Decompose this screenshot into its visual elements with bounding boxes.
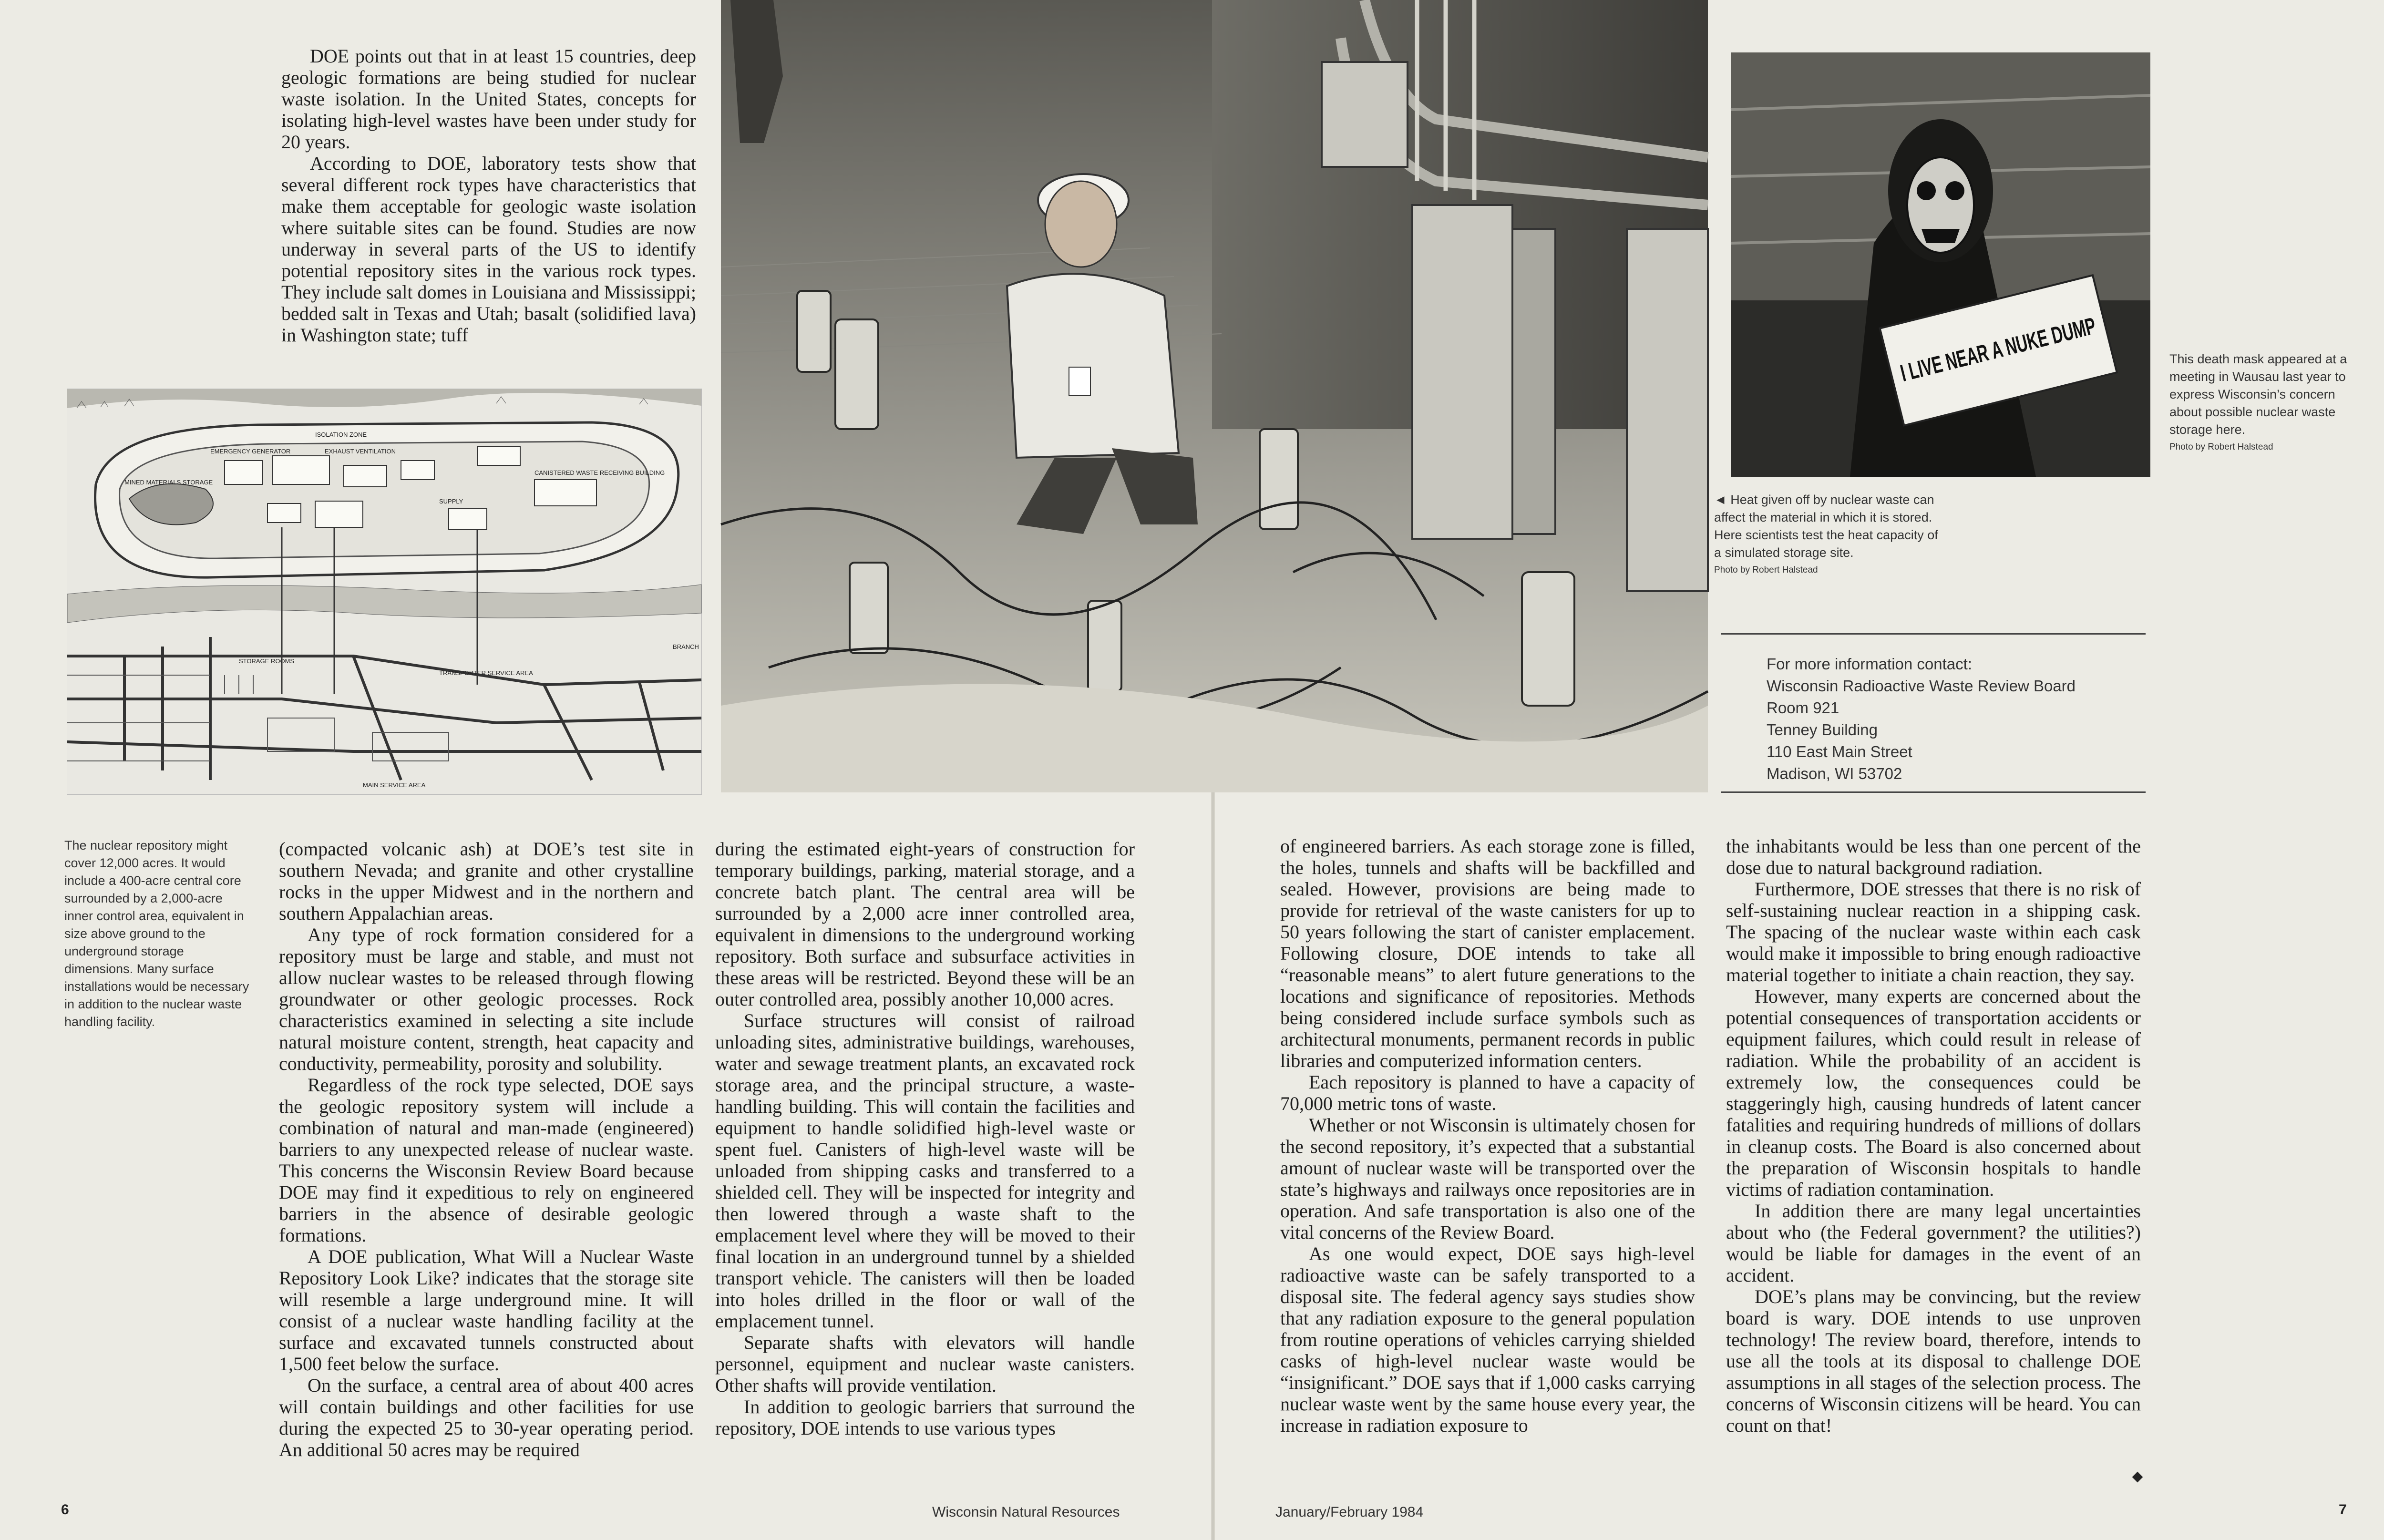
mask-caption-text: This death mask appeared at a meeting in Wausau last year to express Wisconsin’s concern about possible nuclear waste storage here. xyxy=(2169,352,2347,437)
paragraph: A DOE publication, What Will a Nuclear Waste Repository Look Like? indicates that the storage site will resemble a large underground mine. It will consist of a nuclear waste handling facility at the surface and excavated tunnels constructed about 1,500 feet below the surface. xyxy=(279,1246,694,1375)
death-mask-photo xyxy=(1731,52,2209,477)
footer-magazine-title: Wisconsin Natural Resources xyxy=(932,1504,1120,1520)
diagram-label: CANISTERED WASTE RECEIVING BUILDING xyxy=(534,469,665,476)
paragraph: However, many experts are concerned about the potential consequences of transportation accidents or equipment failures, which could result in release of radiation. While the probability of an accident is extremely low, the consequences could be staggeringly high, causing hundreds of latent cancer fatalities and requiring hundreds of millions of dollars in cleanup costs. The Board is also concerned about the preparation of Wisconsin hospitals to handle victims of radiation contamination. xyxy=(1726,986,2141,1200)
death-mask-scene xyxy=(1731,52,2209,477)
mask-caption xyxy=(2169,350,2360,454)
diagram-label: STORAGE ROOMS xyxy=(239,657,295,665)
heat-photo-credit: Photo by Robert Halstead xyxy=(1714,565,1818,575)
paragraph: Each repository is planned to have a capacity of 70,000 metric tons of waste. xyxy=(1280,1071,1695,1114)
footer-issue-date: January/February 1984 xyxy=(1275,1504,1424,1520)
diagram-label: EMERGENCY GENERATOR xyxy=(210,448,291,455)
paragraph: Regardless of the rock type selected, DOE says the geologic repository system will include a combination of natural and man-made (engineered) barriers to any unexpected release of nuclear waste. This concerns the Wisconsin Review Board because DOE may find it expeditious to rely on engineered barriers in the absence of desirable geologic formations. xyxy=(279,1074,694,1246)
sign-text: I LIVE NEAR A NUKE DUMP xyxy=(1898,285,2209,387)
paragraph: of engineered barriers. As each storage zone is filled, the holes, tunnels and shafts will be backfilled and sealed. However, provisions are being made to provide for retrieval of the waste canisters for up to 50 years following the start of canister emplacement. Following closure, DOE intends to take all “reasonable means” to alert future generations to the locations and significance of repositories. Methods being considered include surface symbols such as architectural monuments, permanent records in public libraries and computerized information centers. xyxy=(1280,835,1695,1071)
contact-line: 110 East Main Street xyxy=(1767,743,1912,760)
page-number-right: 7 xyxy=(2339,1502,2347,1518)
left-top-text-column xyxy=(281,45,696,346)
diagram-label: BRANCH xyxy=(673,643,699,650)
lab-test-photo xyxy=(721,0,1708,792)
paragraph: Surface structures will consist of railroad unloading sites, administrative buildings, warehouses, water and sewage treatment plants, an excavated rock storage area, and the principal structure, a waste-handling building. This will contain the facilities and equipment to handle solidified high-level waste or spent fuel. Canisters of high-level waste will be unloaded from shipping casks and transferred to a shielded cell. They will be inspected for integrity and then lowered through a waste shaft to the emplacement level where they will be moved to their final location in an underground tunnel by a shielded transport vehicle. The canisters will then be loaded into holes drilled in the floor or wall of the emplacement tunnel. xyxy=(715,1010,1135,1332)
contact-line: For more information contact: xyxy=(1767,655,1972,673)
diagram-caption: The nuclear repository might cover 12,000 acres. It would include a 400-acre central core surrounded by a 2,000-acre inner control area, equivalent in size above ground to the underground storage dimensions. Many surface installations would be necessary in addition to the nuclear waste handling facility. xyxy=(64,838,249,1029)
diagram-label: EXHAUST VENTILATION xyxy=(325,448,396,455)
paragraph: Furthermore, DOE stresses that there is no risk of self-sustaining nuclear reaction in a shipping cask. The spacing of the nuclear waste within each cask would make it impossible to bring enough radioactive material together to initiate a chain reaction, they say. xyxy=(1726,878,2141,986)
diagram-label: ISOLATION ZONE xyxy=(315,431,367,438)
paragraph: DOE’s plans may be convincing, but the review board is wary. DOE intends to use unproven technology! The review board, therefore, intends to use all the tools at its disposal to challenge DOE assumptions in all stages of the selection process. The concerns of Wisconsin citizens will be heard. You can count on that! xyxy=(1726,1286,2141,1436)
contact-line: Room 921 xyxy=(1767,699,1839,717)
paragraph: (compacted volcanic ash) at DOE’s test site in southern Nevada; and granite and other crystalline rocks in the upper Midwest and in the northern and southern Appalachian areas. xyxy=(279,838,694,924)
contact-info xyxy=(1767,653,2138,785)
paragraph: DOE points out that in at least 15 countries, deep geologic formations are being studied for nuclear waste isolation. In the United States, concepts for isolating high-level wastes have been under study for 20 years. xyxy=(281,45,696,153)
paragraph: According to DOE, laboratory tests show that several different rock types have characteristics that make them acceptable for geologic waste isolation where suitable sites can be found. Studies are now underway in several parts of the US to identify potential repository sites in the various rock types. They include salt domes in Louisiana and Mississippi; bedded salt in Texas and Utah; basalt (solidified lava) in Washington state; tuff xyxy=(281,153,696,346)
right-text-column-1 xyxy=(1280,835,1695,1436)
heat-caption xyxy=(1714,491,1943,577)
paragraph: On the surface, a central area of about 400 acres will contain buildings and other facilities for use during the expected 25 to 30-year operating period. An additional 50 acres may be required xyxy=(279,1375,694,1460)
paragraph: In addition to geologic barriers that surround the repository, DOE intends to use various types xyxy=(715,1396,1135,1439)
repository-diagram-drawing xyxy=(67,389,701,794)
page-number-left: 6 xyxy=(61,1502,69,1518)
contact-line: Tenney Building xyxy=(1767,721,1878,739)
mask-photo-credit: Photo by Robert Halstead xyxy=(2169,442,2273,452)
diagram-label: SUPPLY xyxy=(439,498,463,505)
contact-rule-bottom xyxy=(1721,791,2146,793)
contact-line: Wisconsin Radioactive Waste Review Board xyxy=(1767,677,2076,695)
heat-caption-text: ◄ Heat given off by nuclear waste can affect the material in which it is stored. Here scientists test the heat capacity of a simulated storage site. xyxy=(1714,493,1938,560)
paragraph: Any type of rock formation considered for a repository must be large and stable, and must not allow nuclear wastes to be released through flowing groundwater or other geologic processes. Rock characteristics examined in selecting a site include natural moisture content, strength, heat capacity and conductivity, permeability, porosity and solubility. xyxy=(279,924,694,1074)
contact-rule-top xyxy=(1721,633,2146,635)
paragraph: As one would expect, DOE says high-level radioactive waste can be safely transported to a disposal site. The federal agency says studies show that any radiation exposure to the general population from routine operations of vehicles carrying shielded casks of high-level nuclear waste would be “insignificant.” DOE says that if 1,000 casks carrying nuclear waste went by the same house every year, the increase in radiation exposure to xyxy=(1280,1243,1695,1436)
diagram-label: MINED MATERIALS STORAGE xyxy=(124,479,213,486)
left-bottom-text-column-2 xyxy=(715,838,1135,1439)
contact-line: Madison, WI 53702 xyxy=(1767,765,1902,782)
diagram-label: TRANSPORTER SERVICE AREA xyxy=(439,669,533,677)
paragraph: Whether or not Wisconsin is ultimately chosen for the second repository, it’s expected that a substantial amount of nuclear waste will be transported over the state’s highways and railways once repositories are in operation. And safe transportation is also one of the vital concerns of the Review Board. xyxy=(1280,1114,1695,1243)
paragraph: the inhabitants would be less than one percent of the dose due to natural background radiation. xyxy=(1726,835,2141,878)
right-text-column-2 xyxy=(1726,835,2141,1436)
diagram-label: MAIN SERVICE AREA xyxy=(363,781,426,789)
end-mark-icon xyxy=(2132,1472,2143,1483)
paragraph: Separate shafts with elevators will handle personnel, equipment and nuclear waste canisters. Other shafts will provide ventilation. xyxy=(715,1332,1135,1396)
paragraph: In addition there are many legal uncertainties about who (the Federal government? the utilities?) would be liable for damages in the event of an accident. xyxy=(1726,1200,2141,1286)
left-bottom-text-column-1 xyxy=(279,838,694,1460)
paragraph: during the estimated eight-years of construction for temporary buildings, parking, material storage, and a concrete batch plant. The central area will be surrounded by a 2,000 acre inner controlled area, equivalent in dimensions to the underground working repository. Both surface and subsurface activities in these areas will be restricted. Beyond these will be an outer controlled area, possibly another 10,000 acres. xyxy=(715,838,1135,1010)
repository-diagram xyxy=(67,389,702,795)
lab-test-scene xyxy=(721,0,1708,792)
